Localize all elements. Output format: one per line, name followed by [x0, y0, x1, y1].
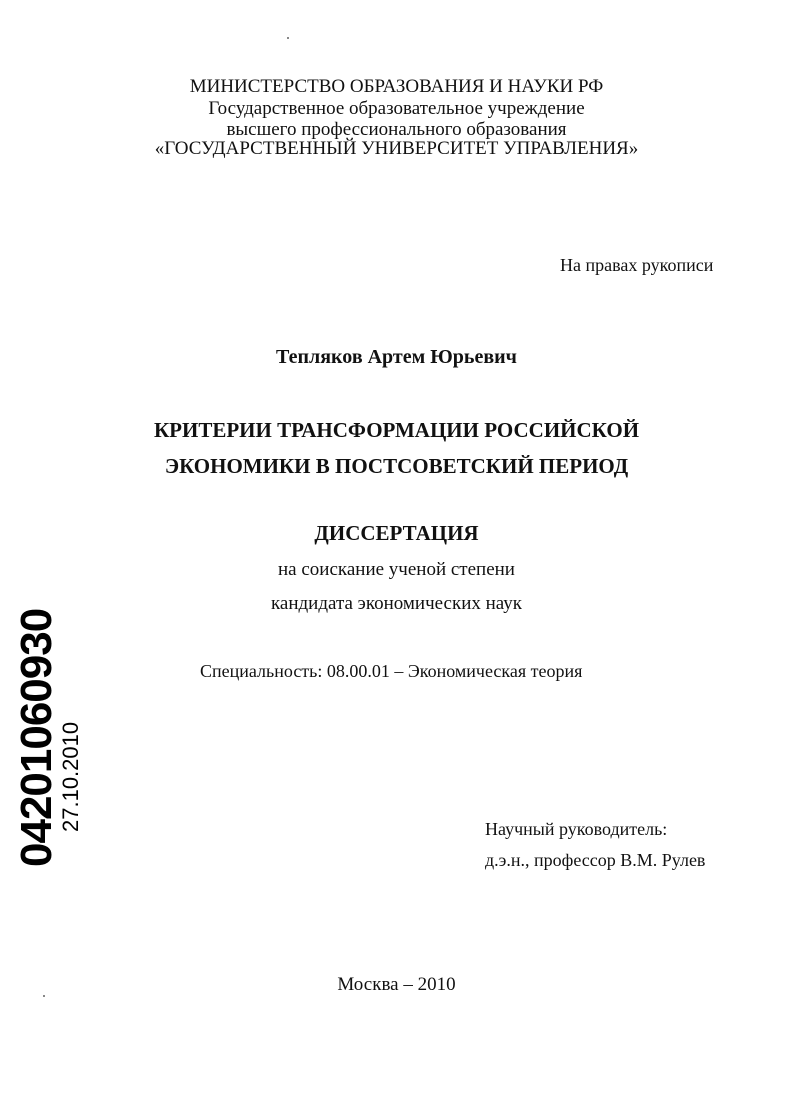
city-year: Москва – 2010	[337, 974, 456, 995]
work-type: ДИССЕРТАЦИЯ	[314, 521, 479, 545]
dissertation-title-line-1: КРИТЕРИИ ТРАНСФОРМАЦИИ РОССИЙСКОЙ	[153, 418, 640, 442]
specialty: Специальность: 08.00.01 – Экономическая теория	[200, 661, 583, 681]
scan-speck	[287, 37, 289, 39]
institution-type-line-2: высшего профессионального образования	[226, 119, 567, 140]
university-name: «ГОСУДАРСТВЕННЫЙ УНИВЕРСИТЕТ УПРАВЛЕНИЯ»	[154, 138, 639, 159]
supervisor-name: д.э.н., профессор В.М. Рулев	[485, 850, 706, 870]
degree-line-1: на соискание ученой степени	[278, 559, 515, 580]
ministry-heading: МИНИСТЕРСТВО ОБРАЗОВАНИЯ И НАУКИ РФ	[189, 76, 604, 97]
dissertation-title-line-2: ЭКОНОМИКИ В ПОСТСОВЕТСКИЙ ПЕРИОД	[164, 454, 629, 478]
library-stamp-code: 04201060930	[12, 608, 61, 867]
library-stamp-date: 27.10.2010	[58, 721, 83, 832]
supervisor-label: Научный руководитель:	[485, 819, 668, 839]
degree-line-2: кандидата экономических наук	[270, 593, 523, 614]
institution-type-line-1: Государственное образовательное учреждение	[208, 98, 585, 119]
author-name: Тепляков Артем Юрьевич	[276, 346, 517, 368]
manuscript-note: На правах рукописи	[560, 255, 714, 275]
scan-speck	[43, 995, 45, 997]
